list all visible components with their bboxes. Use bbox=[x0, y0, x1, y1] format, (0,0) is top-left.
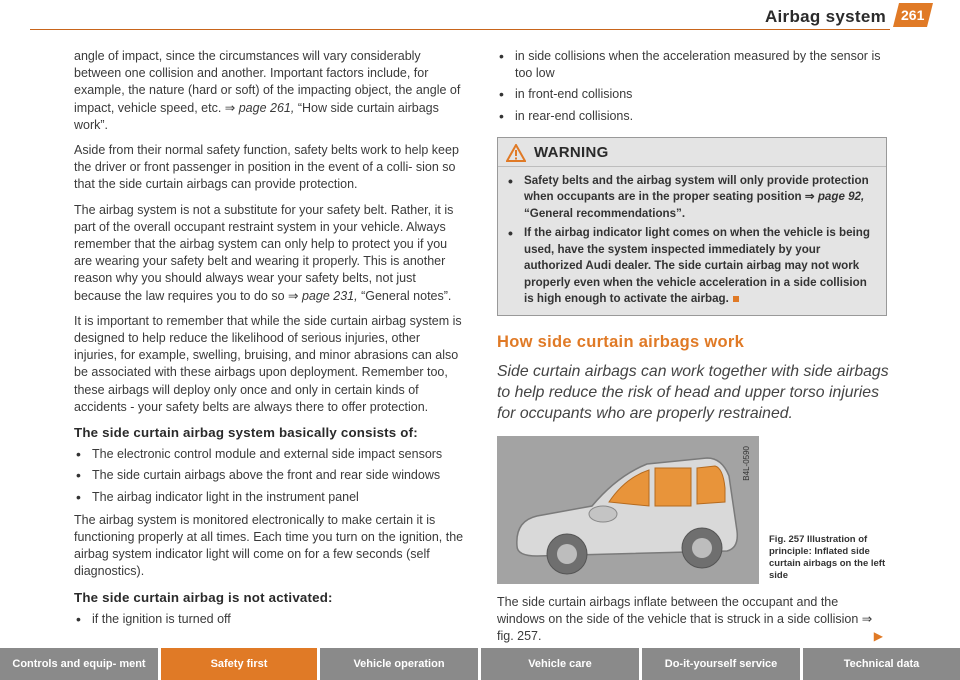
figure-caption: Fig. 257 Illustration of principle: Inflated side curtain airbags on the left side bbox=[769, 534, 886, 582]
tab-diy-service[interactable]: Do-it-yourself service bbox=[642, 648, 800, 680]
list-item: • The side curtain airbags above the front and rear side windows bbox=[74, 467, 466, 484]
end-marker-icon bbox=[733, 296, 739, 302]
paragraph-text: “General notes”. bbox=[361, 288, 452, 303]
list-item: • in front-end collisions bbox=[497, 86, 889, 103]
warning-text: If the airbag indicator light comes on when the vehicle is being used, have the system inspected immediately by your authorized Audi dealer. The side curtain airbag may not work properly even when the vehicle acceleration in a side collision is high enough to activate the airbag. bbox=[524, 226, 870, 306]
bullet-list bbox=[497, 48, 889, 125]
car-illustration bbox=[497, 436, 759, 584]
footer-nav bbox=[0, 648, 960, 680]
page-reference-link[interactable]: page 92, bbox=[817, 190, 865, 204]
paragraph: The airbag system is monitored electronically to make certain it is functioning properly at all times. Each time you turn on the ignition, the airbag system indicator light will come on for a few seconds (self diagnostics). bbox=[74, 512, 464, 579]
list-item: • The electronic control module and external side impact sensors bbox=[74, 446, 466, 463]
paragraph-text: angle of impact, since the circumstances will vary considerably between one collision and another. Important factors include, for example, the nature (hard or soft) of the impacting object, the angle of impact, vehicle speed, etc. ⇒ bbox=[74, 49, 461, 115]
section-title: How side curtain airbags work bbox=[497, 332, 745, 351]
warning-title: WARNING bbox=[534, 144, 609, 162]
paragraph: Aside from their normal safety function, safety belts work to help keep the driver or front passenger in position in the event of a colli- sion so that the side curtain airbags can provide protection. bbox=[74, 143, 459, 192]
paragraph bbox=[74, 202, 466, 305]
paragraph-text: The side curtain airbags inflate between the occupant and the windows on the side of the vehicle that is struck in a side collision ⇒ fig. 257. bbox=[497, 595, 873, 644]
warning-list bbox=[506, 173, 878, 308]
page-number-badge bbox=[893, 3, 933, 27]
figure-code: B4L-0590 bbox=[741, 446, 751, 481]
tab-vehicle-operation[interactable]: Vehicle operation bbox=[320, 648, 478, 680]
warning-body bbox=[498, 167, 886, 315]
page-reference-link[interactable]: page 231, bbox=[301, 288, 358, 303]
list-item: • in rear-end collisions. bbox=[497, 108, 889, 125]
left-column bbox=[74, 48, 466, 634]
tab-controls-equipment[interactable]: Controls and equip- ment bbox=[0, 648, 158, 680]
paragraph-text: “How side curtain airbags work”. bbox=[74, 100, 439, 132]
tab-technical-data[interactable]: Technical data bbox=[803, 648, 960, 680]
warning-item bbox=[506, 225, 878, 308]
subheading: The side curtain airbag system basically consists of: bbox=[74, 425, 418, 441]
list-item: • if the ignition is turned off bbox=[74, 611, 466, 628]
figure bbox=[497, 436, 889, 584]
paragraph-text: The airbag system is not a substitute for your safety belt. Rather, it is part of the overall occupant restraint system in your vehicle. Always remember that the airbag system can only help to protect you if you are wearing your safety belt and wearing it properly. This is another reason why you should always wear your safety belts, not just because the law requires you to do so ⇒ bbox=[74, 202, 454, 303]
bullet-list bbox=[74, 446, 466, 506]
warning-triangle-icon bbox=[506, 144, 526, 162]
bullet-list bbox=[74, 611, 466, 628]
page-header bbox=[0, 0, 960, 30]
continue-arrow-icon: ▶ bbox=[873, 629, 883, 644]
tab-vehicle-care[interactable]: Vehicle care bbox=[481, 648, 639, 680]
page-reference-link[interactable]: page 261, bbox=[238, 100, 295, 115]
tab-safety-first[interactable]: Safety first bbox=[161, 648, 317, 680]
car-drawing-icon bbox=[497, 436, 759, 584]
paragraph: It is important to remember that while the side curtain airbag system is designed to help reduce the likelihood of serious injuries, other injuries, for example, swelling, bruising, and minor abrasions can also be associated with these airbags upon deployment. Remember too, these airbags will deploy only once and only in certain kinds of accidents - your safety belts are always there to offer protection. bbox=[74, 313, 462, 414]
warning-text: “General recommendations”. bbox=[524, 206, 686, 220]
list-item: • The airbag indicator light in the instrument panel bbox=[74, 489, 466, 506]
right-column bbox=[497, 48, 889, 654]
list-item: • in side collisions when the acceleration measured by the sensor is too low bbox=[497, 48, 889, 82]
header-rule bbox=[30, 29, 890, 30]
chapter-title: Airbag system bbox=[764, 7, 886, 26]
warning-item bbox=[506, 173, 878, 223]
warning-box bbox=[497, 137, 887, 316]
subheading: The side curtain airbag is not activated: bbox=[74, 589, 333, 605]
page-number: 261 bbox=[901, 7, 925, 23]
warning-text: Safety belts and the airbag system will only provide protection when occupants are in the proper seating position ⇒ bbox=[524, 173, 869, 204]
paragraph bbox=[497, 594, 889, 646]
lead-paragraph: Side curtain airbags can work together with side airbags to help reduce the risk of head and upper torso injuries for occupants who are properly restrained. bbox=[497, 363, 889, 423]
warning-header bbox=[498, 138, 886, 167]
paragraph bbox=[74, 48, 466, 134]
